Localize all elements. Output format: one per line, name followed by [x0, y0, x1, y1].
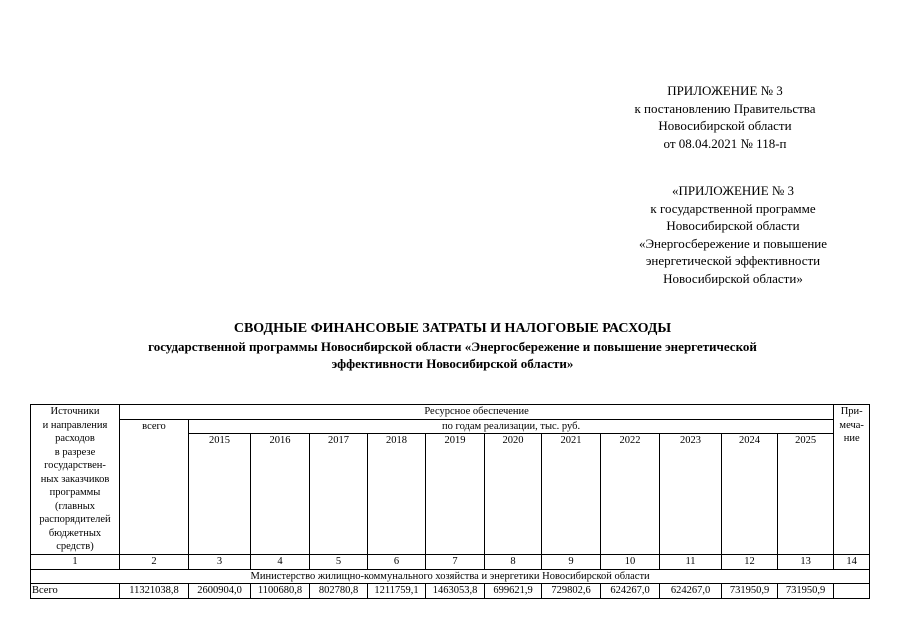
total-row-value: 731950,9	[722, 584, 778, 599]
column-number: 13	[778, 555, 834, 570]
total-row-label: Всего	[31, 584, 120, 599]
document-title	[40, 320, 865, 372]
title-line-1: СВОДНЫЕ ФИНАНСОВЫЕ ЗАТРАТЫ И НАЛОГОВЫЕ РАСХОДЫ	[233, 321, 672, 336]
year-header: 2024	[722, 434, 778, 555]
ministry-row: Министерство жилищно-коммунального хозяйства и энергетики Новосибирской области	[31, 569, 870, 584]
appendix-line: Новосибирской области»	[663, 270, 803, 286]
column-number: 3	[189, 555, 251, 570]
year-header: 2020	[485, 434, 542, 555]
resource-header: Ресурсное обеспечение	[120, 405, 834, 420]
years-header: по годам реализации, тыс. руб.	[189, 419, 834, 434]
appendix-line: «Энергосбережение и повышение	[638, 235, 828, 251]
total-row-value: 1463053,8	[426, 584, 485, 599]
total-header: всего	[120, 419, 189, 555]
notes-header-line: При-	[840, 406, 863, 417]
total-row-value: 624267,0	[601, 584, 660, 599]
total-row-value: 11321038,8	[120, 584, 189, 599]
column-number: 6	[368, 555, 426, 570]
column-number: 10	[601, 555, 660, 570]
source-header-cell	[31, 405, 120, 555]
total-row-value: 1211759,1	[368, 584, 426, 599]
source-header-line: (главных	[54, 500, 96, 512]
column-number: 1	[31, 555, 120, 570]
source-header-line: средств)	[56, 541, 94, 552]
column-number: 5	[310, 555, 368, 570]
source-header-line: расходов	[55, 433, 95, 444]
source-header-line: ных заказчиков	[40, 473, 110, 485]
title-line-3: эффективности Новосибирской области»	[331, 356, 574, 371]
appendix-current-decree	[600, 82, 850, 152]
year-header: 2016	[251, 434, 310, 555]
column-number: 12	[722, 555, 778, 570]
appendix-line: Новосибирской области	[666, 218, 800, 233]
column-number: 2	[120, 555, 189, 570]
total-row-value: 729802,6	[542, 584, 601, 599]
source-header-line: государствен-	[44, 460, 106, 471]
year-header: 2018	[368, 434, 426, 555]
source-header-line: Источники	[50, 406, 100, 417]
appendix-line: ПРИЛОЖЕНИЕ № 3	[667, 83, 783, 98]
source-header-line: бюджетных	[48, 527, 102, 539]
total-row-value: 731950,9	[778, 584, 834, 599]
appendix-line: от 08.04.2021 № 118-п	[663, 135, 787, 151]
table-row	[31, 584, 870, 599]
year-header: 2021	[542, 434, 601, 555]
total-row-value: 802780,8	[310, 584, 368, 599]
year-header: 2019	[426, 434, 485, 555]
total-row-value: 1100680,8	[251, 584, 310, 599]
source-header-line: в разрезе	[54, 446, 96, 458]
total-row-value: 2600904,0	[189, 584, 251, 599]
appendix-line: «ПРИЛОЖЕНИЕ № 3	[671, 183, 795, 198]
year-header: 2017	[310, 434, 368, 555]
total-row-note	[834, 584, 870, 599]
column-number: 4	[251, 555, 310, 570]
column-number: 9	[542, 555, 601, 570]
source-header-line: программы	[49, 487, 101, 498]
column-number: 14	[834, 555, 870, 570]
column-number: 11	[660, 555, 722, 570]
appendix-original-program	[600, 182, 866, 287]
appendix-line: к государственной программе	[650, 200, 816, 216]
appendix-line: к постановлению Правительства	[634, 100, 816, 116]
appendix-line: Новосибирской области	[658, 118, 792, 133]
total-row-value: 699621,9	[485, 584, 542, 599]
financial-table	[30, 404, 870, 599]
appendix-line: энергетической эффективности	[645, 253, 821, 268]
column-number: 7	[426, 555, 485, 570]
source-header-line: распорядителей	[39, 514, 111, 525]
notes-header-line: меча-	[839, 419, 864, 431]
year-header: 2015	[189, 434, 251, 555]
notes-header-line: ние	[843, 433, 860, 444]
notes-header-cell	[834, 405, 870, 555]
year-header: 2022	[601, 434, 660, 555]
total-row-value: 624267,0	[660, 584, 722, 599]
column-number: 8	[485, 555, 542, 570]
year-header: 2023	[660, 434, 722, 555]
year-header: 2025	[778, 434, 834, 555]
source-header-line: и направления	[42, 419, 108, 431]
title-line-2: государственной программы Новосибирской области «Энергосбережение и повышение энергетической	[148, 339, 757, 354]
